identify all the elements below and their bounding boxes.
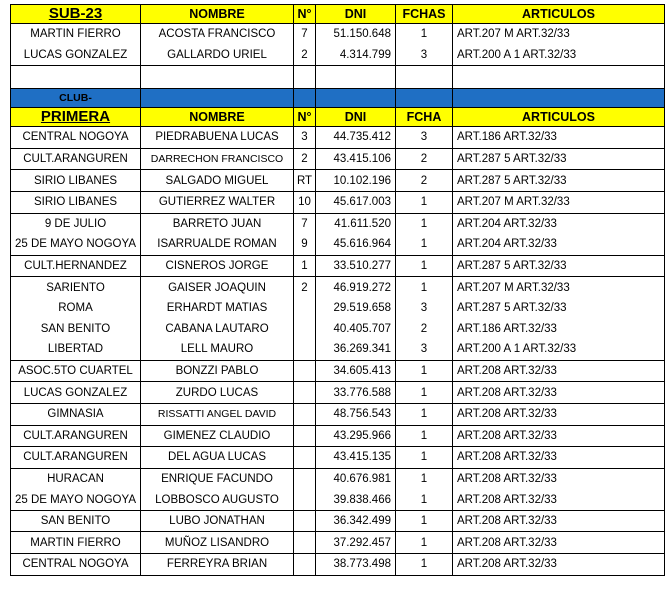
cell-numero <box>294 554 316 576</box>
cell-articulo: ART.186 ART.32/33 <box>453 319 665 340</box>
cell-fechas: 3 <box>396 339 453 360</box>
cell-fechas: 2 <box>396 319 453 340</box>
cell-articulo: ART.204 ART.32/33 <box>453 234 665 255</box>
header-primera: PRIMERA <box>11 108 141 127</box>
cell-club: CULT.ARANGUREN <box>11 447 141 469</box>
cell-fechas: 1 <box>396 234 453 255</box>
cell-fechas: 3 <box>396 298 453 319</box>
cell-fechas: 1 <box>396 554 453 576</box>
cell-nombre: ERHARDT MATIAS <box>141 298 294 319</box>
cell-articulo: ART.208 ART.32/33 <box>453 489 665 510</box>
cell-club: LUCAS GONZALEZ <box>11 382 141 404</box>
header-numero: N° <box>294 5 316 24</box>
cell-dni: 48.756.543 <box>316 403 396 425</box>
cell-dni: 39.838.466 <box>316 489 396 510</box>
cell-articulo: ART.207 M ART.32/33 <box>453 191 665 213</box>
cell-numero <box>294 468 316 489</box>
cell-fechas: 1 <box>396 360 453 382</box>
cell-articulo: ART.208 ART.32/33 <box>453 447 665 469</box>
cell-dni: 45.617.003 <box>316 191 396 213</box>
table-row <box>11 298 665 319</box>
cell-club: LIBERTAD <box>11 339 141 360</box>
cell-club: 9 DE JULIO <box>11 213 141 234</box>
cell-nombre: DARRECHON FRANCISCO <box>141 148 294 170</box>
cell-fechas: 1 <box>396 489 453 510</box>
cell-nombre: ISARRUALDE ROMAN <box>141 234 294 255</box>
club-band-cell <box>316 89 396 108</box>
cell-numero: 9 <box>294 234 316 255</box>
cell-articulo: ART.207 M ART.32/33 <box>453 277 665 298</box>
cell-nombre: FERREYRA BRIAN <box>141 554 294 576</box>
table-row <box>11 255 665 277</box>
cell-dni: 43.295.966 <box>316 425 396 447</box>
cell-fechas: 1 <box>396 213 453 234</box>
blank-cell <box>294 66 316 89</box>
cell-fechas: 1 <box>396 425 453 447</box>
header-fechas: FCHAS <box>396 5 453 24</box>
cell-club: CENTRAL NOGOYA <box>11 127 141 149</box>
cell-club: SIRIO LIBANES <box>11 170 141 192</box>
cell-numero <box>294 425 316 447</box>
cell-fechas: 1 <box>396 447 453 469</box>
table-row <box>11 127 665 149</box>
cell-numero <box>294 403 316 425</box>
cell-club: SAN BENITO <box>11 510 141 532</box>
header-articulos: ARTICULOS <box>453 108 665 127</box>
blank-cell <box>11 66 141 89</box>
cell-club: MARTIN FIERRO <box>11 532 141 554</box>
cell-club: HURACAN <box>11 468 141 489</box>
table-row <box>11 277 665 298</box>
blank-cell <box>141 66 294 89</box>
header-articulos: ARTICULOS <box>453 5 665 24</box>
table-row <box>11 213 665 234</box>
sanctions-sheet <box>10 4 664 576</box>
cell-club: CULT.ARANGUREN <box>11 148 141 170</box>
header-sub23: SUB-23 <box>11 5 141 24</box>
cell-nombre: ACOSTA FRANCISCO <box>141 24 294 45</box>
cell-articulo: ART.208 ART.32/33 <box>453 510 665 532</box>
cell-numero <box>294 382 316 404</box>
cell-dni: 38.773.498 <box>316 554 396 576</box>
cell-fechas: 3 <box>396 127 453 149</box>
cell-nombre: ENRIQUE FACUNDO <box>141 468 294 489</box>
cell-articulo: ART.207 M ART.32/33 <box>453 24 665 45</box>
table-row <box>11 532 665 554</box>
header-dni: DNI <box>316 5 396 24</box>
table-row <box>11 468 665 489</box>
cell-nombre: LUBO JONATHAN <box>141 510 294 532</box>
cell-club: 25 DE MAYO NOGOYA <box>11 489 141 510</box>
table-row <box>11 319 665 340</box>
cell-club: ASOC.5TO CUARTEL <box>11 360 141 382</box>
header-dni: DNI <box>316 108 396 127</box>
cell-nombre: CISNEROS JORGE <box>141 255 294 277</box>
cell-dni: 43.415.106 <box>316 148 396 170</box>
cell-numero: 7 <box>294 213 316 234</box>
cell-nombre: PIEDRABUENA LUCAS <box>141 127 294 149</box>
cell-dni: 41.611.520 <box>316 213 396 234</box>
table-row <box>11 425 665 447</box>
cell-club: MARTIN FIERRO <box>11 24 141 45</box>
cell-articulo: ART.208 ART.32/33 <box>453 360 665 382</box>
cell-dni: 37.292.457 <box>316 532 396 554</box>
cell-club: LUCAS GONZALEZ <box>11 45 141 66</box>
cell-dni: 44.735.412 <box>316 127 396 149</box>
cell-numero <box>294 510 316 532</box>
cell-articulo: ART.200 A 1 ART.32/33 <box>453 45 665 66</box>
cell-articulo: ART.208 ART.32/33 <box>453 532 665 554</box>
cell-nombre: LELL MAURO <box>141 339 294 360</box>
blank-cell <box>316 66 396 89</box>
cell-nombre: MUÑOZ LISANDRO <box>141 532 294 554</box>
cell-dni: 34.605.413 <box>316 360 396 382</box>
table-row <box>11 554 665 576</box>
cell-numero: 10 <box>294 191 316 213</box>
cell-club: GIMNASIA <box>11 403 141 425</box>
blank-cell <box>453 66 665 89</box>
cell-dni: 33.776.588 <box>316 382 396 404</box>
cell-dni: 46.919.272 <box>316 277 396 298</box>
cell-numero: 2 <box>294 148 316 170</box>
cell-dni: 4.314.799 <box>316 45 396 66</box>
table-row <box>11 360 665 382</box>
cell-articulo: ART.287 5 ART.32/33 <box>453 148 665 170</box>
cell-articulo: ART.200 A 1 ART.32/33 <box>453 339 665 360</box>
cell-nombre: GUTIERREZ WALTER <box>141 191 294 213</box>
cell-fechas: 1 <box>396 277 453 298</box>
table-row <box>11 510 665 532</box>
cell-fechas: 1 <box>396 403 453 425</box>
cell-dni: 10.102.196 <box>316 170 396 192</box>
cell-articulo: ART.208 ART.32/33 <box>453 468 665 489</box>
cell-nombre: BONZZI PABLO <box>141 360 294 382</box>
cell-dni: 51.150.648 <box>316 24 396 45</box>
cell-articulo: ART.208 ART.32/33 <box>453 425 665 447</box>
cell-club: CULT.HERNANDEZ <box>11 255 141 277</box>
header-nombre: NOMBRE <box>141 5 294 24</box>
cell-nombre: BARRETO JUAN <box>141 213 294 234</box>
cell-fechas: 1 <box>396 255 453 277</box>
table-row <box>11 382 665 404</box>
cell-nombre: LOBBOSCO AUGUSTO <box>141 489 294 510</box>
cell-articulo: ART.208 ART.32/33 <box>453 554 665 576</box>
club-band-cell <box>453 89 665 108</box>
cell-dni: 29.519.658 <box>316 298 396 319</box>
table-row <box>11 170 665 192</box>
cell-fechas: 1 <box>396 468 453 489</box>
cell-dni: 45.616.964 <box>316 234 396 255</box>
cell-nombre: SALGADO MIGUEL <box>141 170 294 192</box>
cell-numero: 1 <box>294 255 316 277</box>
table-row <box>11 24 665 45</box>
cell-dni: 36.269.341 <box>316 339 396 360</box>
header-nombre: NOMBRE <box>141 108 294 127</box>
table-row <box>11 191 665 213</box>
cell-club: SARIENTO <box>11 277 141 298</box>
cell-numero <box>294 319 316 340</box>
cell-dni: 43.415.135 <box>316 447 396 469</box>
cell-fechas: 1 <box>396 510 453 532</box>
cell-fechas: 1 <box>396 532 453 554</box>
cell-nombre: RISSATTI ANGEL DAVID <box>141 403 294 425</box>
cell-articulo: ART.186 ART.32/33 <box>453 127 665 149</box>
cell-articulo: ART.287 5 ART.32/33 <box>453 298 665 319</box>
cell-numero <box>294 360 316 382</box>
cell-articulo: ART.208 ART.32/33 <box>453 382 665 404</box>
cell-numero <box>294 339 316 360</box>
cell-fechas: 2 <box>396 170 453 192</box>
cell-nombre: GIMENEZ CLAUDIO <box>141 425 294 447</box>
cell-nombre: GALLARDO URIEL <box>141 45 294 66</box>
cell-numero: 7 <box>294 24 316 45</box>
cell-nombre: CABANA LAUTARO <box>141 319 294 340</box>
cell-fechas: 2 <box>396 148 453 170</box>
table-row <box>11 234 665 255</box>
table-row <box>11 447 665 469</box>
sub23-header-row <box>11 5 665 24</box>
header-numero: N° <box>294 108 316 127</box>
cell-articulo: ART.204 ART.32/33 <box>453 213 665 234</box>
cell-dni: 33.510.277 <box>316 255 396 277</box>
cell-dni: 36.342.499 <box>316 510 396 532</box>
cell-club: ROMA <box>11 298 141 319</box>
cell-dni: 40.676.981 <box>316 468 396 489</box>
cell-fechas: 1 <box>396 382 453 404</box>
table-row <box>11 403 665 425</box>
club-band-cell <box>396 89 453 108</box>
cell-numero: 2 <box>294 45 316 66</box>
table-row <box>11 339 665 360</box>
blank-row <box>11 66 665 89</box>
cell-articulo: ART.208 ART.32/33 <box>453 403 665 425</box>
primera-header-row <box>11 108 665 127</box>
cell-numero: 3 <box>294 127 316 149</box>
cell-numero: 2 <box>294 277 316 298</box>
club-band-cell <box>294 89 316 108</box>
blank-cell <box>396 66 453 89</box>
cell-articulo: ART.287 5 ART.32/33 <box>453 255 665 277</box>
cell-nombre: GAISER JOAQUIN <box>141 277 294 298</box>
cell-numero <box>294 532 316 554</box>
club-band-label: CLUB- <box>11 89 141 108</box>
cell-club: CULT.ARANGUREN <box>11 425 141 447</box>
table-row <box>11 148 665 170</box>
header-fechas: FCHA <box>396 108 453 127</box>
sanctions-table <box>10 4 665 576</box>
cell-dni: 40.405.707 <box>316 319 396 340</box>
cell-club: 25 DE MAYO NOGOYA <box>11 234 141 255</box>
cell-club: SAN BENITO <box>11 319 141 340</box>
table-row <box>11 489 665 510</box>
cell-nombre: ZURDO LUCAS <box>141 382 294 404</box>
cell-numero <box>294 298 316 319</box>
club-band-row <box>11 89 665 108</box>
table-row <box>11 45 665 66</box>
cell-numero <box>294 447 316 469</box>
cell-fechas: 3 <box>396 45 453 66</box>
cell-numero: RT <box>294 170 316 192</box>
cell-articulo: ART.287 5 ART.32/33 <box>453 170 665 192</box>
cell-club: CENTRAL NOGOYA <box>11 554 141 576</box>
cell-fechas: 1 <box>396 191 453 213</box>
cell-fechas: 1 <box>396 24 453 45</box>
cell-numero <box>294 489 316 510</box>
cell-club: SIRIO LIBANES <box>11 191 141 213</box>
cell-nombre: DEL AGUA LUCAS <box>141 447 294 469</box>
club-band-cell <box>141 89 294 108</box>
